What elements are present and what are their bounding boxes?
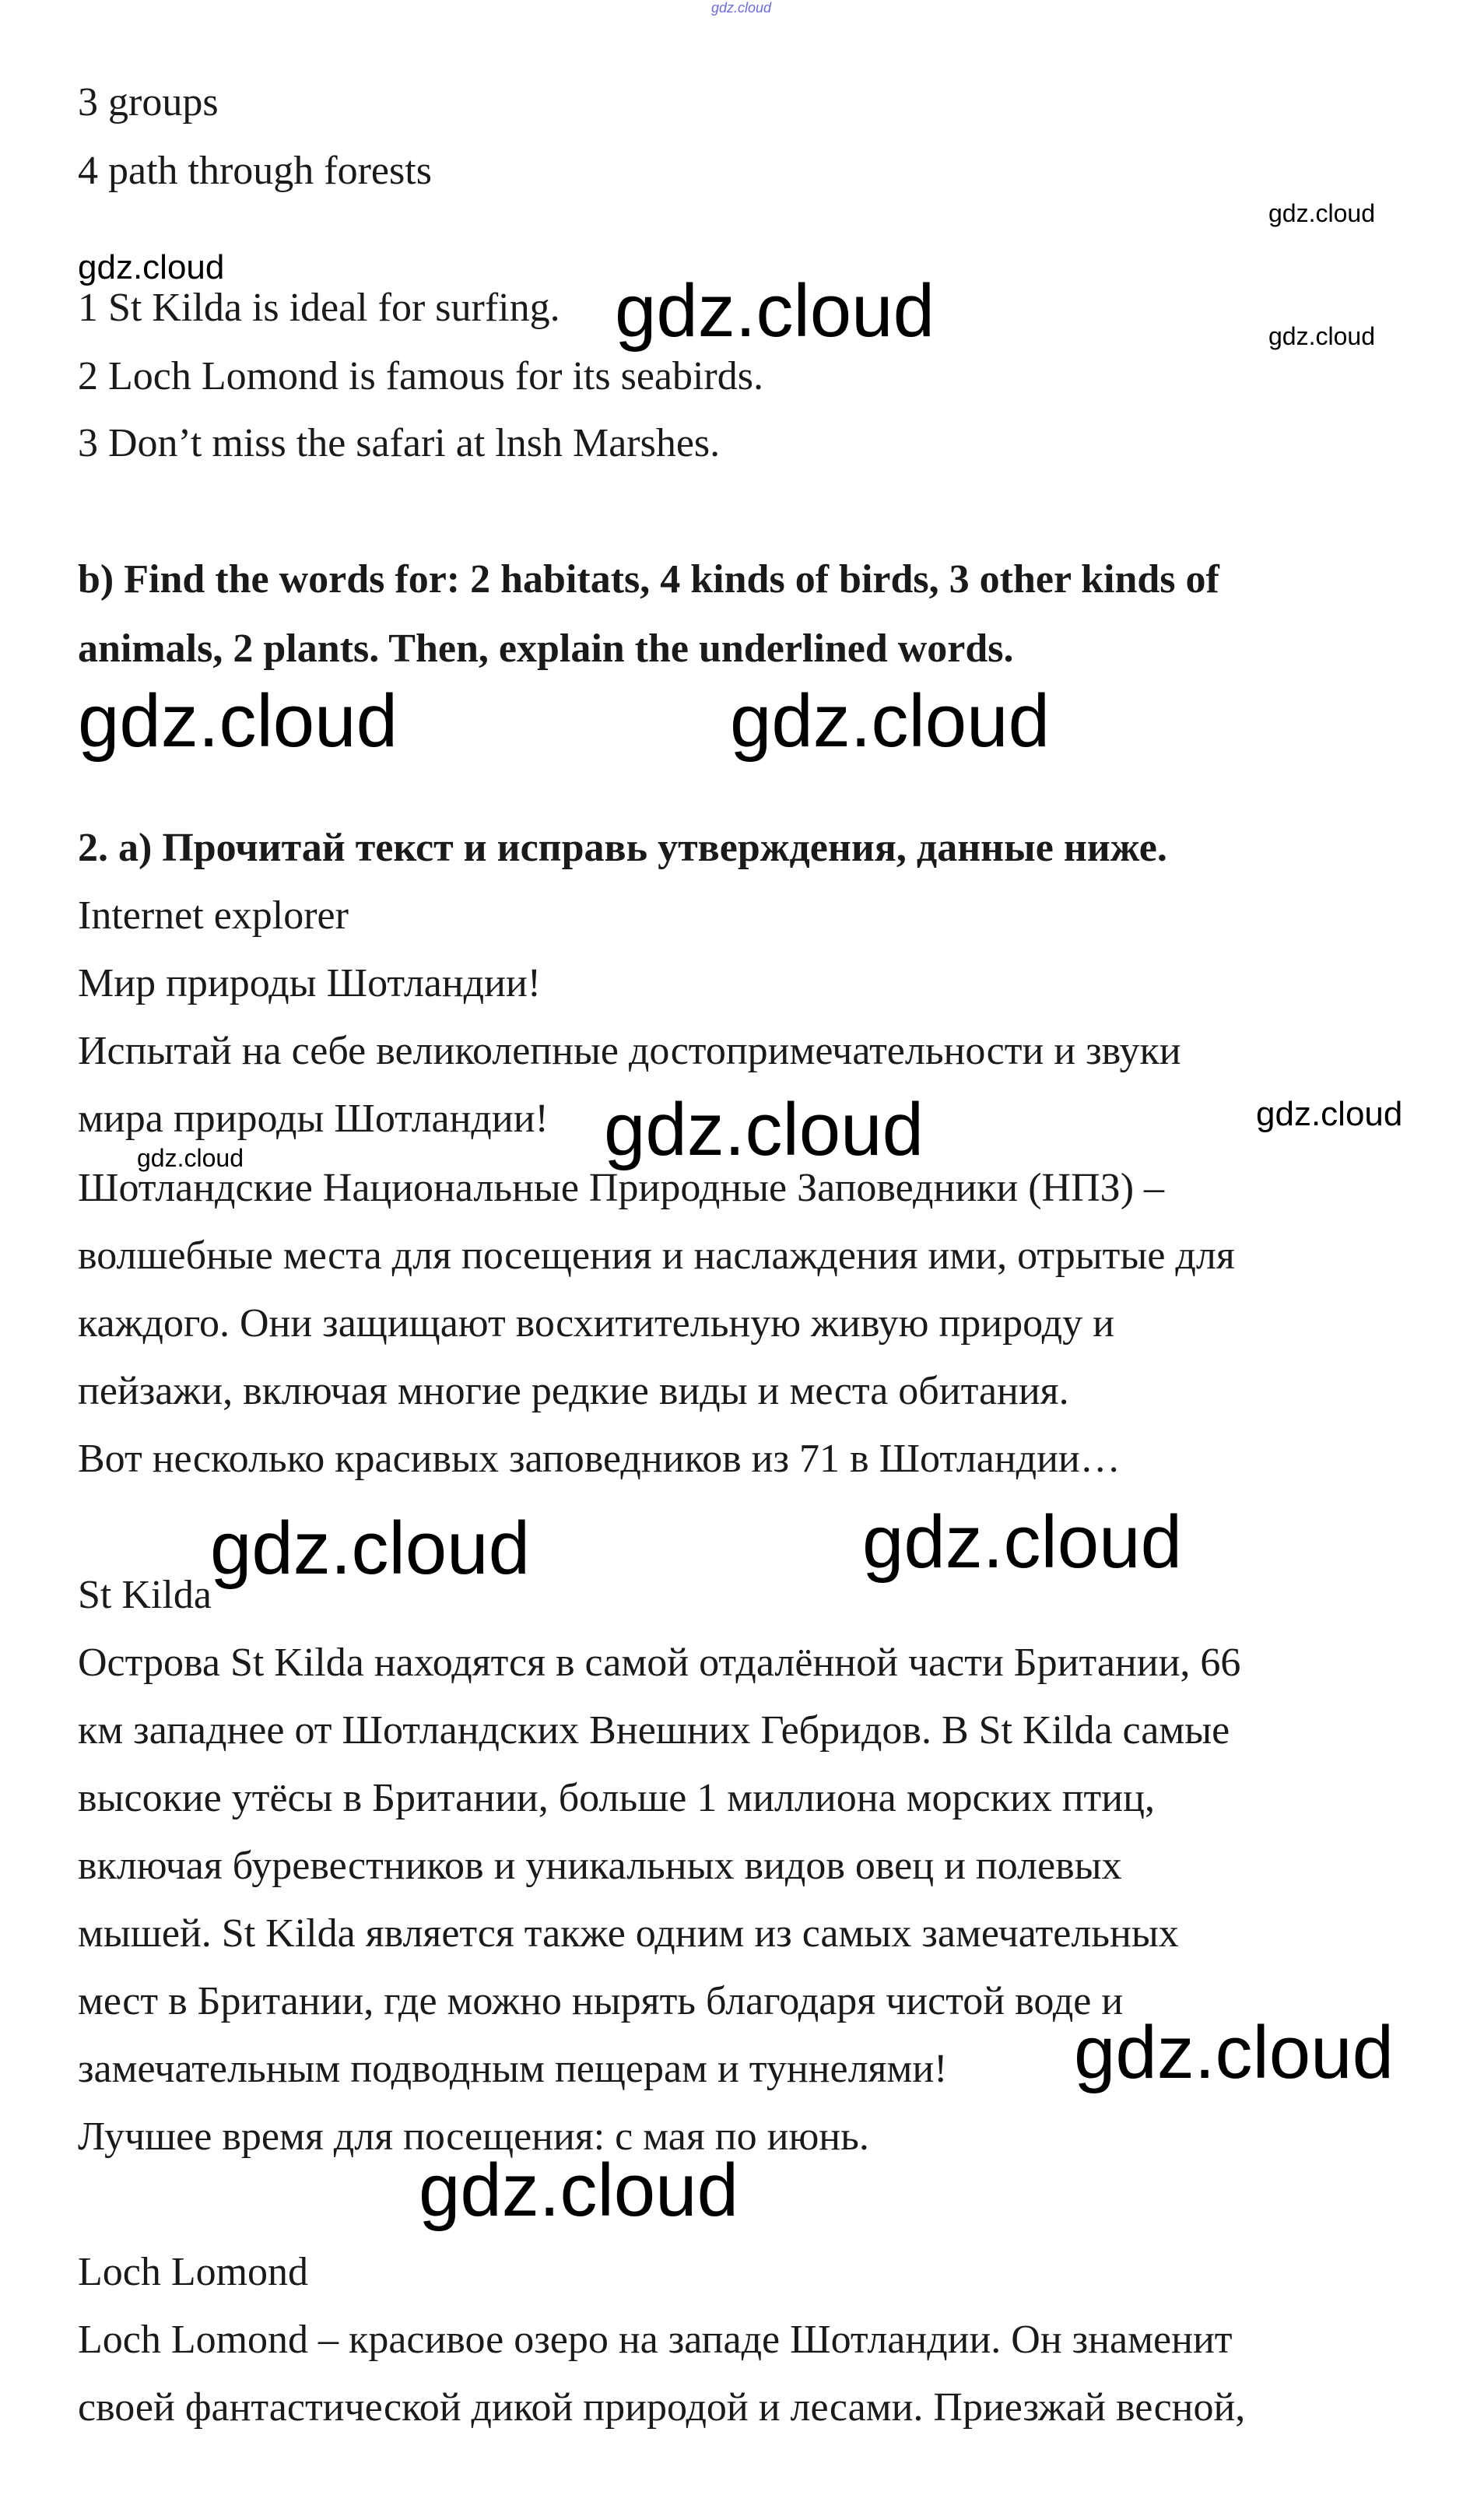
watermark-small: gdz.cloud [1268,199,1375,227]
intro-line: Вот несколько красивых заповедников из 71 в Шотландии… [78,1437,1121,1481]
watermark-large: gdz.cloud [1074,2011,1394,2094]
answer-line-4: 4 path through forests [78,149,432,193]
st-kilda-line: мышей. St Kilda является также одним из самых замечательных [78,1911,1179,1956]
st-kilda-line: включая буревестников и уникальных видов овец и полевых [78,1844,1122,1888]
statement-2: 2 Loch Lomond is famous for its seabirds. [78,354,763,398]
watermark-small: gdz.cloud [1268,322,1375,350]
watermark-large: gdz.cloud [730,679,1050,763]
task-b-line-1: b) Find the words for: 2 habitats, 4 kinds of birds, 3 other kinds of [78,557,1219,602]
st-kilda-line: км западнее от Шотландских Внешних Гебридов. В St Kilda самые [78,1708,1230,1753]
source-label: Internet explorer [78,893,349,938]
intro-line: волшебные места для посещения и наслаждения ими, отрытые для [78,1233,1235,1278]
statement-3: 3 Don’t miss the safari at lnsh Marshes. [78,421,721,465]
section-heading-loch-lomond: Loch Lomond [78,2250,309,2294]
intro-line: Шотландские Национальные Природные Заповедники (НПЗ) – [78,1166,1165,1210]
article-title: Мир природы Шотландии! [78,961,542,1005]
watermark-large: gdz.cloud [604,1088,924,1171]
watermark-medium: gdz.cloud [78,248,225,286]
statement-1: 1 St Kilda is ideal for surfing. [78,286,560,330]
task-b-line-2: animals, 2 plants. Then, explain the underlined words. [78,626,1014,671]
watermark-large: gdz.cloud [210,1507,530,1590]
watermark-large: gdz.cloud [862,1500,1182,1584]
intro-line: пейзажи, включая многие редкие виды и места обитания. [78,1369,1069,1413]
loch-lomond-line: своей фантастической дикой природой и лесами. Приезжай весной, [78,2385,1246,2430]
st-kilda-line: Лучшее время для посещения: с мая по июнь. [78,2114,869,2159]
intro-line: Испытай на себе великолепные достопримечательности и звуки [78,1029,1181,1073]
watermark-medium: gdz.cloud [1256,1095,1403,1133]
loch-lomond-line: Loch Lomond – красивое озеро на западе Шотландии. Он знаменит [78,2318,1233,2362]
st-kilda-line: мест в Британии, где можно нырять благодаря чистой воде и [78,1979,1124,2023]
answer-line-3: 3 groups [78,80,219,125]
st-kilda-line: замечательным подводным пещерам и туннелями! [78,2047,948,2091]
st-kilda-line: высокие утёсы в Британии, больше 1 миллиона морских птиц, [78,1776,1155,1820]
task-2-heading: 2. а) Прочитай текст и исправь утверждения, данные ниже. [78,826,1167,870]
watermark-large: gdz.cloud [419,2149,738,2232]
watermark-large: gdz.cloud [78,679,398,763]
watermark-top: gdz.cloud [711,0,772,16]
intro-line: каждого. Они защищают восхитительную живую природу и [78,1301,1114,1346]
watermark-small: gdz.cloud [137,1144,244,1172]
watermark-large: gdz.cloud [615,269,935,353]
section-heading-st-kilda: St Kilda [78,1573,212,1617]
intro-line: мира природы Шотландии! [78,1097,549,1141]
st-kilda-line: Острова St Kilda находятся в самой отдалённой части Британии, 66 [78,1641,1241,1685]
